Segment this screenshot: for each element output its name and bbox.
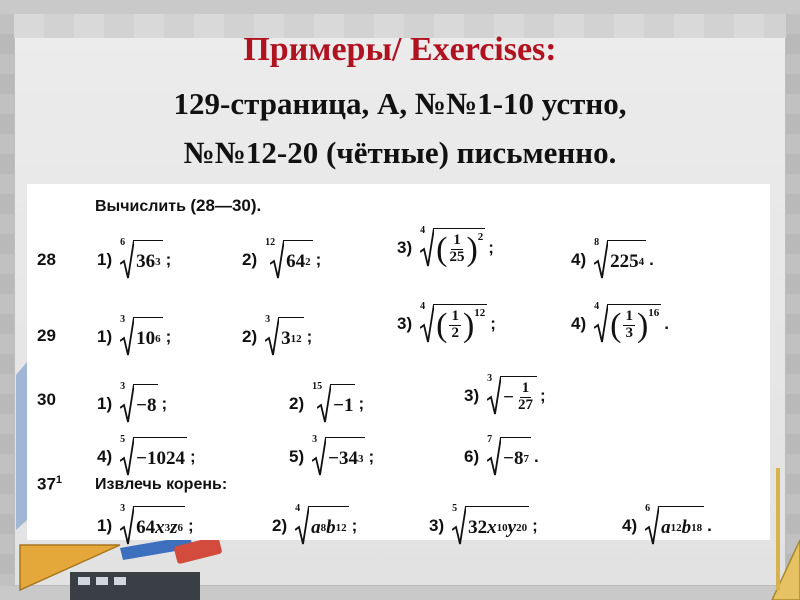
- term-base: z: [170, 516, 178, 538]
- exercise-item: [97, 314, 172, 357]
- radical-index: 15: [312, 381, 323, 392]
- term-base: b: [681, 516, 692, 538]
- radical-index: 6: [645, 503, 651, 514]
- radicand: [434, 304, 487, 344]
- item-label: 2): [272, 516, 288, 535]
- radicand: [331, 384, 355, 424]
- item-label: 1): [97, 250, 113, 269]
- radical: [120, 237, 163, 280]
- term-exponent: 3: [164, 521, 171, 534]
- radicand-base: 64: [286, 250, 306, 272]
- exercise-item: [242, 237, 322, 280]
- item-label: 4): [622, 516, 638, 535]
- calculator-icon: [70, 572, 200, 600]
- item-punctuation: ;: [488, 238, 494, 257]
- radicand: [659, 506, 704, 546]
- radicand: [134, 240, 163, 280]
- item-label: 3): [429, 516, 445, 535]
- radical-index: 4: [594, 301, 600, 312]
- item-punctuation: ;: [165, 327, 172, 346]
- term-exponent: 18: [691, 521, 703, 534]
- radical: [312, 434, 365, 477]
- power-fraction: [610, 306, 660, 344]
- item-label: 2): [289, 394, 305, 413]
- section-heading-extract: Извлечь корень:: [95, 476, 228, 493]
- item-punctuation: ;: [532, 516, 538, 535]
- denominator: 25: [449, 249, 465, 265]
- item-punctuation: .: [707, 516, 712, 535]
- radicand: [326, 437, 365, 477]
- power-exponent: 2: [477, 230, 484, 243]
- radical: [487, 434, 531, 477]
- radicand: [466, 506, 529, 546]
- textbook-page: [27, 184, 770, 540]
- fraction: [623, 309, 635, 342]
- item-punctuation: .: [649, 250, 654, 269]
- item-punctuation: .: [533, 447, 539, 466]
- radicand-exponent: 6: [155, 332, 161, 345]
- denominator: 2: [451, 325, 459, 341]
- numerator: 1: [451, 308, 459, 325]
- radicand-base: −8: [136, 394, 157, 416]
- radical-index: 4: [420, 301, 426, 312]
- denominator: 3: [625, 325, 633, 341]
- item-punctuation: ;: [165, 250, 172, 269]
- item-label: 4): [97, 447, 113, 466]
- radical: [120, 434, 187, 477]
- item-label: 2): [242, 327, 258, 346]
- item-label: 3): [464, 386, 480, 405]
- radical-index: 5: [120, 434, 126, 445]
- radical-index: 7: [487, 434, 493, 445]
- radicand: [501, 376, 537, 416]
- radical: [594, 301, 661, 344]
- item-punctuation: ;: [539, 386, 546, 405]
- radicand-exponent: 2: [305, 255, 311, 268]
- power-fraction: [436, 306, 486, 344]
- radical-index: 3: [487, 373, 493, 384]
- radical-index: 12: [265, 237, 276, 248]
- paren-left: (: [436, 230, 448, 268]
- exercise-item: [97, 434, 196, 477]
- term-base: 32: [468, 516, 488, 538]
- ruler-icon: [16, 362, 27, 530]
- radicand-base: −34: [328, 447, 358, 469]
- term-base: x: [155, 516, 165, 538]
- paren-left: (: [610, 306, 622, 344]
- exercise-item: [242, 314, 313, 357]
- radical-index: 4: [295, 503, 301, 514]
- item-punctuation: .: [664, 314, 670, 333]
- radicand: [608, 304, 661, 344]
- numerator: 1: [453, 232, 461, 249]
- slide-title: Примеры/ Exercises:: [243, 31, 557, 68]
- item-punctuation: ;: [351, 516, 358, 535]
- numerator: 1: [625, 308, 633, 325]
- subtitle-line: 129-страница, А, №№1-10 устно,: [173, 86, 627, 121]
- exercise-item: [464, 373, 546, 416]
- term-base: 64: [136, 516, 156, 538]
- problem-number: 30: [37, 390, 56, 409]
- exercise-item: [97, 503, 194, 546]
- exercise-item: [289, 434, 375, 477]
- item-label: 4): [571, 314, 587, 333]
- radicand: [279, 317, 304, 357]
- term-exponent: 8: [320, 521, 327, 534]
- term-base: a: [311, 516, 321, 538]
- numerator: 1: [521, 380, 530, 397]
- radicand-base: 10: [136, 327, 156, 349]
- term-exponent: 6: [177, 521, 184, 534]
- term-exponent: 10: [496, 521, 508, 534]
- power-exponent: 16: [648, 306, 660, 319]
- item-label: 3): [397, 314, 413, 333]
- exercise-item: [272, 503, 358, 546]
- paren-left: (: [436, 306, 448, 344]
- radicand-exponent: 3: [155, 255, 161, 268]
- exercise-item: [464, 434, 539, 477]
- radicand-base: −1024: [136, 447, 185, 469]
- radicand: [434, 228, 485, 268]
- radical-index: 5: [452, 503, 458, 514]
- item-punctuation: ;: [358, 394, 365, 413]
- radicand-exponent: 4: [638, 255, 645, 268]
- exercise-item: [571, 237, 654, 280]
- radical: [120, 503, 185, 546]
- exercise-item: [97, 237, 172, 280]
- radical-index: 3: [120, 503, 126, 514]
- radical-index: 3: [120, 381, 126, 392]
- radical: [487, 373, 537, 416]
- subtitle-line: №№12-20 (чётные) письменно.: [183, 135, 617, 170]
- radicand: [284, 240, 313, 280]
- radicand: [134, 437, 187, 477]
- radicand: [608, 240, 646, 280]
- power-fraction: [436, 230, 484, 268]
- radical: [265, 314, 304, 357]
- item-label: 5): [289, 447, 305, 466]
- paren-right: ): [466, 230, 478, 268]
- radical-index: 4: [420, 225, 426, 236]
- exercise-item: [97, 381, 168, 424]
- exercise-item: [622, 503, 712, 546]
- heading-range: (28—30).: [190, 196, 262, 215]
- radicand-base: 3: [281, 327, 291, 349]
- power-exponent: 12: [474, 306, 486, 319]
- radicand-base: −8: [503, 447, 524, 469]
- radical: [452, 503, 529, 546]
- term-base: a: [661, 516, 671, 538]
- radicand: [134, 506, 185, 546]
- radical-index: 3: [120, 314, 126, 325]
- exercise-item: [397, 301, 496, 344]
- item-punctuation: ;: [188, 516, 194, 535]
- problem-number: 29: [37, 326, 56, 345]
- radical-index: 8: [594, 237, 600, 248]
- exercise-item: [429, 503, 538, 546]
- item-punctuation: ;: [161, 394, 168, 413]
- radicand-exponent: 3: [357, 452, 364, 465]
- item-punctuation: ;: [306, 327, 313, 346]
- radical: [120, 381, 158, 424]
- exercise-item: [397, 225, 494, 268]
- item-label: 4): [571, 250, 587, 269]
- exercise-item: [289, 381, 365, 424]
- term-base: b: [326, 516, 336, 538]
- paren-right: ): [636, 306, 649, 344]
- radicand-base: −1: [333, 394, 354, 416]
- item-punctuation: ;: [490, 314, 496, 333]
- item-punctuation: ;: [189, 447, 196, 466]
- radical: [420, 225, 485, 268]
- radical-index: 3: [265, 314, 271, 325]
- term-exponent: 12: [670, 521, 682, 534]
- radicand-base: 225: [610, 250, 639, 272]
- item-label: 2): [242, 250, 258, 269]
- denominator: 27: [517, 397, 533, 413]
- radical: [265, 237, 313, 280]
- section-heading: [95, 196, 261, 216]
- radicand-base: 36: [136, 250, 156, 272]
- radicand: [134, 317, 163, 357]
- radical: [312, 381, 355, 424]
- term-exponent: 20: [516, 521, 528, 534]
- radicand-exponent: 12: [290, 332, 302, 345]
- fraction: [449, 233, 464, 266]
- item-label: 1): [97, 394, 113, 413]
- term-base: x: [487, 516, 497, 538]
- radical: [594, 237, 646, 280]
- radical-index: 3: [312, 434, 318, 445]
- radicand: [134, 384, 158, 424]
- heading-label: Вычислить: [95, 198, 186, 215]
- radicand: [501, 437, 531, 477]
- item-label: 1): [97, 516, 113, 535]
- paren-right: ): [462, 306, 475, 344]
- radical: [295, 503, 349, 546]
- fraction: [518, 381, 533, 414]
- radical: [645, 503, 704, 546]
- problem-number: 28: [37, 250, 56, 269]
- item-label: 6): [464, 447, 480, 466]
- item-punctuation: ;: [315, 250, 322, 269]
- radical: [420, 301, 487, 344]
- radicand-exponent: 7: [523, 452, 529, 465]
- item-label: 3): [397, 238, 413, 257]
- item-punctuation: ;: [368, 447, 375, 466]
- radical: [120, 314, 163, 357]
- radicand: [309, 506, 349, 546]
- fraction: [449, 309, 461, 342]
- term-exponent: 12: [335, 521, 347, 534]
- problem-number: $37^1$: [37, 474, 63, 494]
- radical-index: 6: [120, 237, 126, 248]
- exercise-item: [571, 301, 670, 344]
- term-base: y: [507, 516, 517, 538]
- minus-sign: −: [503, 386, 514, 408]
- item-label: 1): [97, 327, 113, 346]
